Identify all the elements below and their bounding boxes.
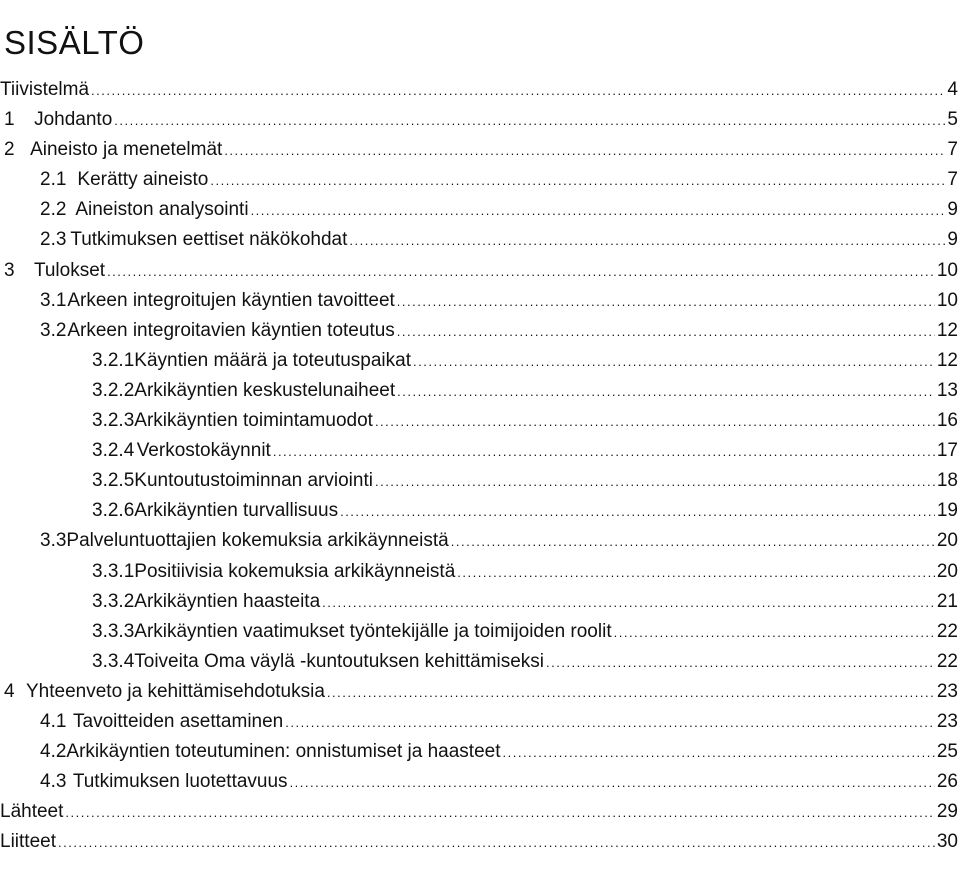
toc-entry-number: 2.3	[40, 229, 67, 251]
dot-leader	[65, 798, 934, 828]
toc-entry-number: 4.2	[40, 741, 67, 763]
toc-entry-page-number: 22	[936, 650, 958, 672]
dot-leader	[349, 226, 945, 256]
toc-entry-title: Aineisto ja menetelmät	[30, 139, 223, 161]
toc-entry[interactable]	[0, 75, 958, 105]
toc-entry-number: 3.3.3	[92, 620, 135, 642]
toc-entry-page-number: 22	[936, 620, 958, 642]
toc-entry-page-number: 9	[947, 229, 958, 251]
dot-leader	[91, 76, 945, 106]
toc-entry-number: 3.3.1	[92, 560, 135, 582]
toc-entry-title: Arkeen integroitavien käyntien toteutus	[67, 319, 395, 341]
toc-entry[interactable]	[0, 316, 958, 346]
dot-leader	[285, 708, 935, 738]
toc-entry[interactable]	[0, 496, 958, 526]
dot-leader	[58, 828, 935, 858]
toc-entry-page-number: 16	[936, 410, 958, 432]
toc-entry[interactable]	[0, 707, 958, 737]
toc-entry[interactable]	[0, 376, 958, 406]
dot-leader	[397, 287, 935, 317]
toc-entry-number: 3.3.2	[92, 590, 135, 612]
toc-entry-title: Arkikäyntien toimintamuodot	[134, 410, 373, 432]
toc-entry-page-number: 13	[936, 379, 958, 401]
toc-entry-title: Tutkimuksen eettiset näkökohdat	[70, 229, 348, 251]
dot-leader	[397, 317, 935, 347]
toc-entry-title: Palveluntuottajien kokemuksia arkikäynneistä	[66, 530, 449, 552]
toc-entry[interactable]	[0, 256, 958, 286]
toc-entry-page-number: 21	[936, 590, 958, 612]
dot-leader	[327, 678, 935, 708]
toc-entry-page-number: 25	[936, 741, 958, 763]
toc-entry[interactable]	[0, 165, 958, 195]
dot-leader	[114, 106, 945, 136]
toc-entry-number: 3.2.6	[92, 500, 135, 522]
toc-entry-number: 3.2.1	[92, 349, 135, 371]
dot-leader	[375, 407, 935, 437]
toc-entry-title: Aineiston analysointi	[75, 199, 249, 221]
toc-entry[interactable]	[0, 827, 958, 857]
dot-leader	[107, 257, 935, 287]
toc-entry-page-number: 7	[947, 169, 958, 191]
toc-entry-page-number: 12	[936, 349, 958, 371]
toc-entry[interactable]	[0, 225, 958, 255]
toc-entry-title: Tutkimuksen luotettavuus	[72, 771, 288, 793]
toc-entry[interactable]	[0, 135, 958, 165]
dot-leader	[340, 497, 935, 527]
dot-leader	[224, 136, 945, 166]
toc-entry-title: Yhteenveto ja kehittämisehdotuksia	[26, 680, 325, 702]
toc-entry-page-number: 5	[947, 109, 958, 131]
toc-entry-page-number: 10	[936, 289, 958, 311]
toc-entry-page-number: 29	[936, 801, 958, 823]
toc-entry-number: 1	[4, 109, 15, 131]
toc-entry-title: Johdanto	[34, 109, 113, 131]
toc-entry-number: 3.3	[40, 530, 67, 552]
toc-entry-title: Arkikäyntien keskustelunaiheet	[134, 379, 396, 401]
toc-entry-page-number: 26	[936, 771, 958, 793]
toc-entry-page-number: 23	[936, 710, 958, 732]
toc-entry-page-number: 4	[947, 79, 958, 100]
toc-entry-number: 3	[4, 259, 15, 281]
toc-entry-title: Arkikäyntien turvallisuus	[134, 500, 339, 522]
toc-entry-page-number: 20	[936, 560, 958, 582]
toc-entry[interactable]	[0, 587, 958, 617]
dot-leader	[322, 588, 935, 618]
toc-heading: SISÄLTÖ	[4, 24, 145, 62]
toc-entry-title: Tiivistelmä	[0, 79, 90, 100]
toc-entry-number: 3.2.3	[92, 410, 135, 432]
toc-entry[interactable]	[0, 346, 958, 376]
toc-entry[interactable]	[0, 737, 958, 767]
toc-entry[interactable]	[0, 286, 958, 316]
toc-entry[interactable]	[0, 557, 958, 587]
toc-entry-number: 4.3	[40, 771, 67, 793]
toc-entry-title: Kerätty aineisto	[77, 169, 209, 191]
dot-leader	[397, 377, 935, 407]
toc-entry[interactable]	[0, 797, 958, 827]
dot-leader	[614, 618, 935, 648]
toc-entry[interactable]	[0, 647, 958, 677]
toc-entry-number: 2	[4, 139, 15, 161]
dot-leader	[503, 738, 935, 768]
table-of-contents	[0, 75, 958, 857]
toc-entry-page-number: 30	[936, 831, 958, 853]
dot-leader	[451, 527, 935, 557]
toc-entry-number: 2.1	[40, 169, 67, 191]
toc-entry[interactable]	[0, 767, 958, 797]
toc-entry[interactable]	[0, 466, 958, 496]
toc-entry[interactable]	[0, 436, 958, 466]
toc-entry-title: Arkikäyntien haasteita	[134, 590, 321, 612]
toc-entry-title: Toiveita Oma väylä -kuntoutuksen kehittämiseksi	[134, 650, 544, 672]
toc-entry[interactable]	[0, 526, 958, 556]
toc-entry-page-number: 20	[936, 530, 958, 552]
dot-leader	[457, 558, 935, 588]
toc-entry-page-number: 9	[947, 199, 958, 221]
toc-entry-title: Lähteet	[0, 801, 64, 823]
toc-entry-title: Tavoitteiden asettaminen	[73, 710, 284, 732]
toc-entry-title: Arkeen integroitujen käyntien tavoitteet	[67, 289, 395, 311]
toc-entry-number: 3.2.4	[92, 440, 135, 462]
dot-leader	[413, 347, 935, 377]
toc-entry[interactable]	[0, 105, 958, 135]
toc-entry-page-number: 18	[936, 470, 958, 492]
toc-entry-page-number: 19	[936, 500, 958, 522]
toc-entry-number: 4.1	[40, 710, 67, 732]
toc-entry-title: Kuntoutustoiminnan arviointi	[134, 470, 373, 492]
toc-entry-title: Arkikäyntien toteutuminen: onnistumiset ja haasteet	[66, 741, 501, 763]
toc-entry-page-number: 10	[936, 259, 958, 281]
toc-entry-title: Verkostokäynnit	[136, 440, 271, 462]
toc-entry-page-number: 23	[936, 680, 958, 702]
dot-leader	[375, 467, 935, 497]
toc-entry[interactable]	[0, 677, 958, 707]
toc-entry-title: Tulokset	[33, 259, 106, 281]
toc-entry-number: 2.2	[40, 199, 67, 221]
dot-leader	[290, 768, 935, 798]
toc-entry[interactable]	[0, 195, 958, 225]
toc-entry-title: Arkikäyntien vaatimukset työntekijälle ja toimijoiden roolit	[134, 620, 612, 642]
toc-entry-number: 3.2	[40, 319, 67, 341]
dot-leader	[546, 648, 935, 678]
toc-entry-number: 3.2.5	[92, 470, 135, 492]
toc-entry[interactable]	[0, 406, 958, 436]
dot-leader	[251, 196, 946, 226]
toc-entry-number: 3.2.2	[92, 379, 135, 401]
toc-entry-page-number: 17	[936, 440, 958, 462]
toc-entry-title: Positiivisia kokemuksia arkikäynneistä	[134, 560, 456, 582]
toc-entry-page-number: 7	[947, 139, 958, 161]
toc-entry-number: 3.3.4	[92, 650, 135, 672]
dot-leader	[273, 437, 935, 467]
dot-leader	[210, 166, 945, 196]
toc-entry-number: 3.1	[40, 289, 67, 311]
toc-entry-page-number: 12	[936, 319, 958, 341]
toc-entry[interactable]	[0, 617, 958, 647]
toc-entry-title: Käyntien määrä ja toteutuspaikat	[134, 349, 411, 371]
toc-entry-title: Liitteet	[0, 831, 56, 853]
toc-entry-number: 4	[4, 680, 15, 702]
